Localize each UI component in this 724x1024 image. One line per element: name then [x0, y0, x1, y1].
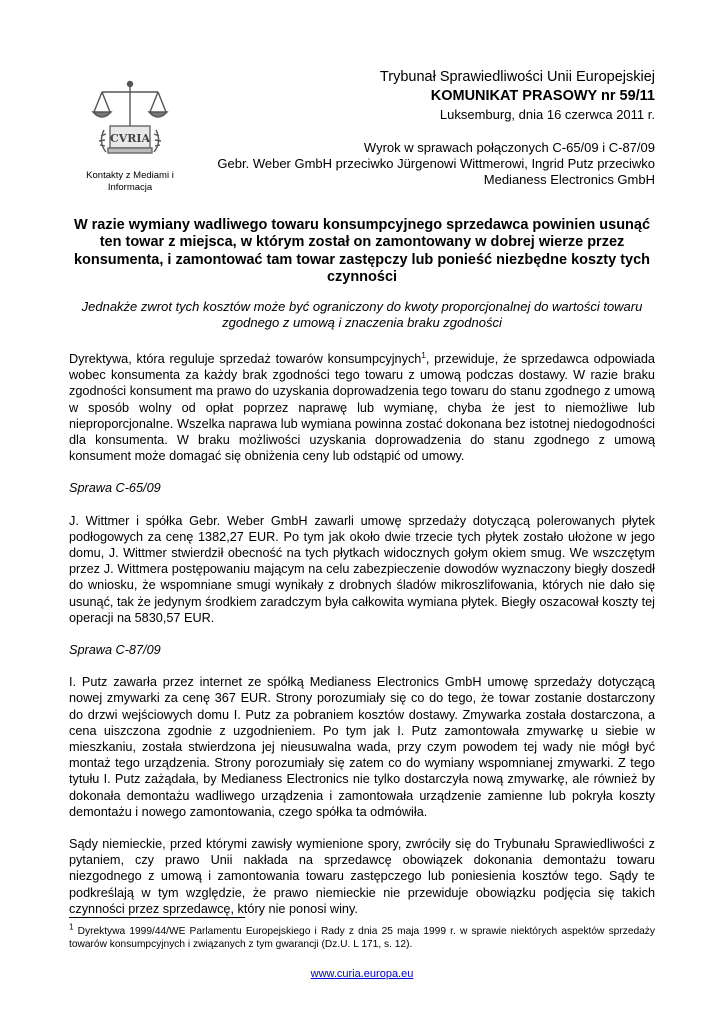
- page-subtitle: Jednakże zwrot tych kosztów może być ograniczony do kwoty proporcjonalnej do wartości towaru zgodnego z umową i znaczenia braku zgodności: [81, 299, 643, 330]
- footnote: [69, 922, 655, 951]
- case1-paragraph: J. Wittmer i spółka Gebr. Weber GmbH zawarli umowę sprzedaży dotyczącą polerowanych płytek podłogowych za cenę 1382,27 EUR. Po tym jak około dwie trzecie tych płytek zostało ułożone w jego domu, J. Wittmer stwierdził obecność na tych płytkach widocznych gołym okiem smug. We wszczętym przez J. Wittmera postępowaniu mającym na celu zabezpieczenie dowodów wyznaczony biegły doszedł do wniosku, że wspomniane smugi wynikały z drobnych śladów mikroszlifowania, których nie dało się usunąć, tak że jedynym środkiem zaradczym była całkowita wymiana płytek. Biegły oszacował koszty tej operacji na 5830,57 EUR.: [69, 513, 655, 625]
- court-logo-block: [78, 78, 182, 194]
- intro-text-part2: , przewiduje, że sprzedawca odpowiada wobec konsumenta za każdy brak zgodności tego towaru z umową podczas dostawy. W razie braku zgodności konsument ma prawo do uzyskania doprowadzenia tego towaru do stanu zgodnego z umową w sposób wolny od opłat poprzez naprawę lub wymianę, chyba że jest to niemożliwe lub nieproporcjonalne. Wszelka naprawa lub wymiana powinna zostać dokonana bez istotnej niedogodności dla konsumenta. W braku możliwości uzyskania doprowadzenia do stanu zgodnego z umową konsument może domagać się obniżenia ceny lub odstąpić od umowy.: [69, 352, 655, 464]
- logo-text: CVRIA: [109, 132, 151, 145]
- page-title: W razie wymiany wadliwego towaru konsumpcyjnego sprzedawca powinien usunąć ten towar z miejsca, w którym został on zamontowany w dobrej wierze przez konsumenta, i zamontować tam towar zastępczy lub ponieść niezbędne koszty tych czynności: [73, 217, 651, 286]
- media-contact-label: Kontakty z Mediami i Informacja: [86, 170, 174, 193]
- footnote-ref: 1: [421, 350, 426, 360]
- press-release-number: KOMUNIKAT PRASOWY nr 59/11: [430, 88, 655, 104]
- footnote-divider: [69, 917, 245, 918]
- body-text: [69, 351, 655, 933]
- case2-heading: Sprawa C-87/09: [69, 643, 161, 658]
- curia-website-link[interactable]: www.curia.europa.eu: [310, 968, 414, 980]
- parties-line-1: Gebr. Weber GmbH przeciwko Jürgenowi Wittmerowi, Ingrid Putz przeciwko: [217, 156, 655, 171]
- judgment-reference: Wyrok w sprawach połączonych C-65/09 i C-87/09: [363, 140, 655, 155]
- release-date: Luksemburg, dnia 16 czerwca 2011 r.: [439, 107, 655, 122]
- cvria-scales-logo-icon: [90, 78, 170, 168]
- press-release-header: [175, 69, 655, 188]
- case2-paragraph: I. Putz zawarła przez internet ze spółką Medianess Electronics GmbH umowę sprzedaży dotyczącą nowej zmywarki za cenę 367 EUR. Strony porozumiały się co do tego, że towar zostanie dostarczony do drzwi wejściowych domu I. Putz za pobraniem kosztów dostawy. Zmywarka została dostarczona, a cena uiszczona zgodnie z uzgodnieniem. Po tym jak I. Putz zamontowała zmywarkę u siebie w mieszkaniu, została stwierdzona jej nieusuwalna wada, przy czym powodem tej wady nie mógł być montaż tego urządzenia. Strony porozumiały się zatem co do wymiany wspomnianej zmywarki. Z tego tytułu I. Putz zażądała, by Medianess Electronics nie tylko dostarczyła nową zmywarkę, ale również by dokonała demontażu wadliwego urządzenia i zamontowała urządzenie zamienne lub pokryła koszty demontażu i nowego zamontowania, czego spółka ta odmówiła.: [69, 675, 655, 819]
- footnote-number: 1: [69, 922, 74, 932]
- footnote-text: Dyrektywa 1999/44/WE Parlamentu Europejskiego i Rady z dnia 25 maja 1999 r. w sprawie niektórych aspektów sprzedaży towarów konsumpcyjnych i związanych z tym gwarancji (Dz.U. L 171, s. 12).: [69, 926, 655, 950]
- parties-line-2: Medianess Electronics GmbH: [483, 172, 655, 187]
- court-name: Trybunał Sprawiedliwości Unii Europejskiej: [379, 69, 655, 85]
- intro-paragraph: [69, 351, 655, 464]
- intro-text-part1: Dyrektywa, która reguluje sprzedaż towarów konsumpcyjnych: [69, 352, 422, 366]
- courts-paragraph: Sądy niemieckie, przed którymi zawisły wymienione spory, zwróciły się do Trybunału Sprawiedliwości z pytaniem, czy prawo Unii nakłada na sprzedawcę obowiązek dokonania demontażu towaru niezgodnego z umową i zamontowania towaru zastępczego lub poniesienia kosztów tego. Sądy te podkreślają w tym względzie, że prawo niemieckie nie przewiduje obowiązku podjęcia się takich czynności przez sprzedawcę, który nie ponosi winy.: [69, 837, 655, 916]
- case1-heading: Sprawa C-65/09: [69, 481, 161, 496]
